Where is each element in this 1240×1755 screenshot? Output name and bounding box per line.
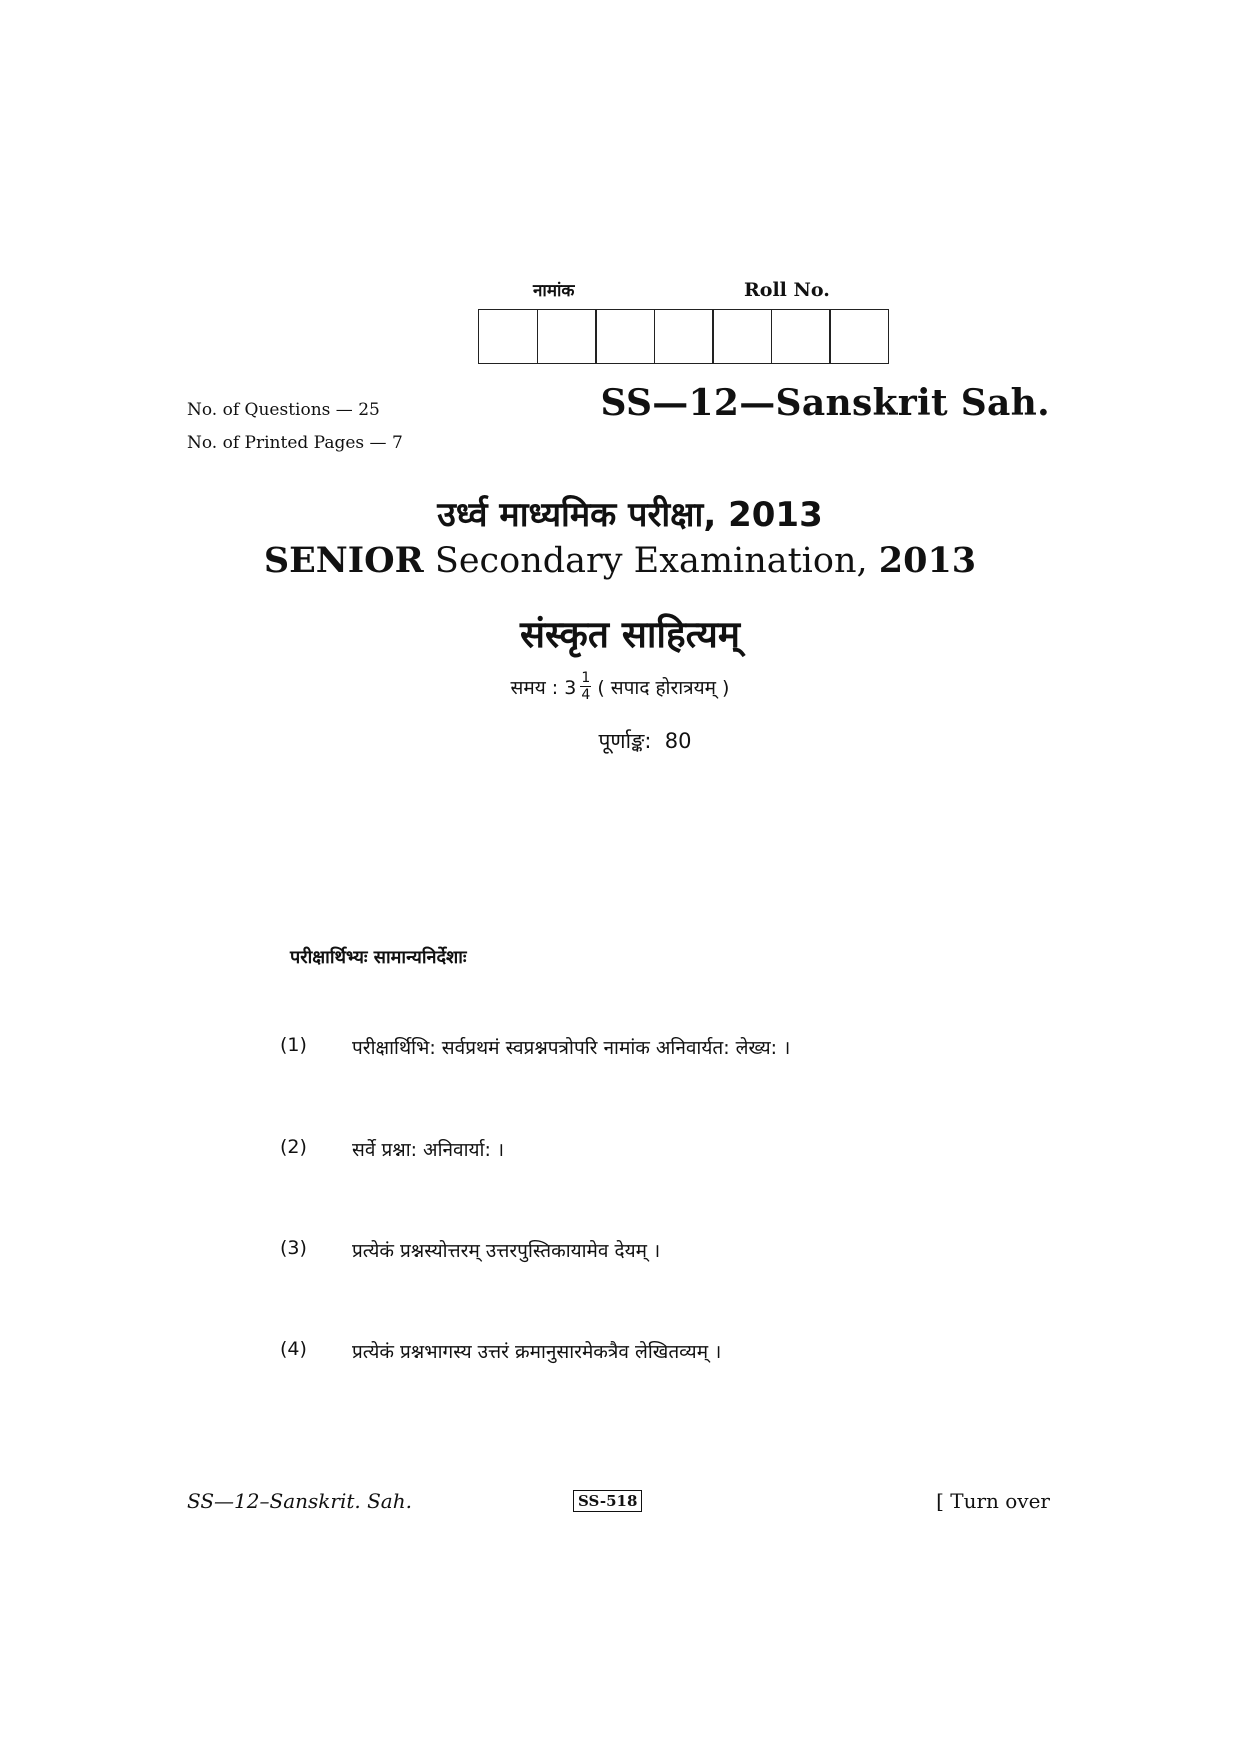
exam-title-english	[0, 540, 1240, 581]
footer-paper-code: SS—12–Sanskrit. Sah.	[187, 1489, 412, 1513]
title-middle: Secondary Examination,	[434, 541, 868, 581]
roll-number-boxes	[478, 309, 889, 364]
number-of-questions: No. of Questions — 25	[187, 400, 380, 420]
instruction-text: प्रत्येकं प्रश्नस्योत्तरम् उत्तरपुस्तिकायामेव देयम् ।	[352, 1240, 661, 1262]
time-allowed	[0, 671, 1240, 702]
instruction-text: प्रत्येकं प्रश्नभागस्य उत्तरं क्रमानुसारमेकत्रैव लेखितव्यम् ।	[352, 1341, 722, 1363]
time-fraction	[580, 671, 591, 702]
instruction-item	[280, 1034, 790, 1060]
instruction-item	[280, 1237, 660, 1263]
instruction-number: (4)	[280, 1338, 307, 1360]
roll-box[interactable]	[829, 309, 889, 364]
instruction-number: (1)	[280, 1034, 307, 1056]
roll-box[interactable]	[654, 309, 714, 364]
roll-box[interactable]	[712, 309, 772, 364]
instructions-heading: परीक्षार्थिभ्यः सामान्यनिर्देशाः	[290, 947, 467, 968]
footer-booklet-code: SS-518	[573, 1490, 642, 1512]
instruction-item	[280, 1136, 504, 1162]
time-label: समय : 3	[510, 676, 577, 699]
roll-box[interactable]	[595, 309, 655, 364]
subject-title: संस्कृत साहित्यम्	[520, 613, 740, 656]
instruction-number: (2)	[280, 1136, 307, 1158]
time-note: ( सपाद होरात्रयम् )	[597, 676, 730, 699]
roll-label-hindi: नामांक	[533, 281, 575, 301]
number-of-pages: No. of Printed Pages — 7	[187, 433, 403, 453]
title-year: 2013	[878, 540, 977, 581]
roll-box[interactable]	[537, 309, 597, 364]
roll-box[interactable]	[771, 309, 831, 364]
exam-title-hindi: उर्ध्व माध्यमिक परीक्षा, 2013	[437, 495, 823, 535]
fraction-numerator: 1	[581, 670, 591, 686]
fraction-denominator: 4	[581, 687, 591, 703]
roll-label-english: Roll No.	[744, 279, 830, 301]
instruction-text: सर्वे प्रश्ना: अनिवार्या: ।	[352, 1139, 505, 1161]
instruction-item	[280, 1338, 721, 1364]
title-senior: SENIOR	[263, 540, 424, 581]
turn-over-note: [ Turn over	[936, 1489, 1050, 1513]
roll-box[interactable]	[478, 309, 538, 364]
paper-code: SS—12—Sanskrit Sah.	[600, 382, 1050, 424]
full-marks: पूर्णाङ्क: 80	[598, 729, 692, 753]
instruction-number: (3)	[280, 1237, 307, 1259]
instruction-text: परीक्षार्थिभि: सर्वप्रथमं स्वप्रश्नपत्रोपरि नामांक अनिवार्यत: लेख्य: ।	[352, 1037, 791, 1059]
